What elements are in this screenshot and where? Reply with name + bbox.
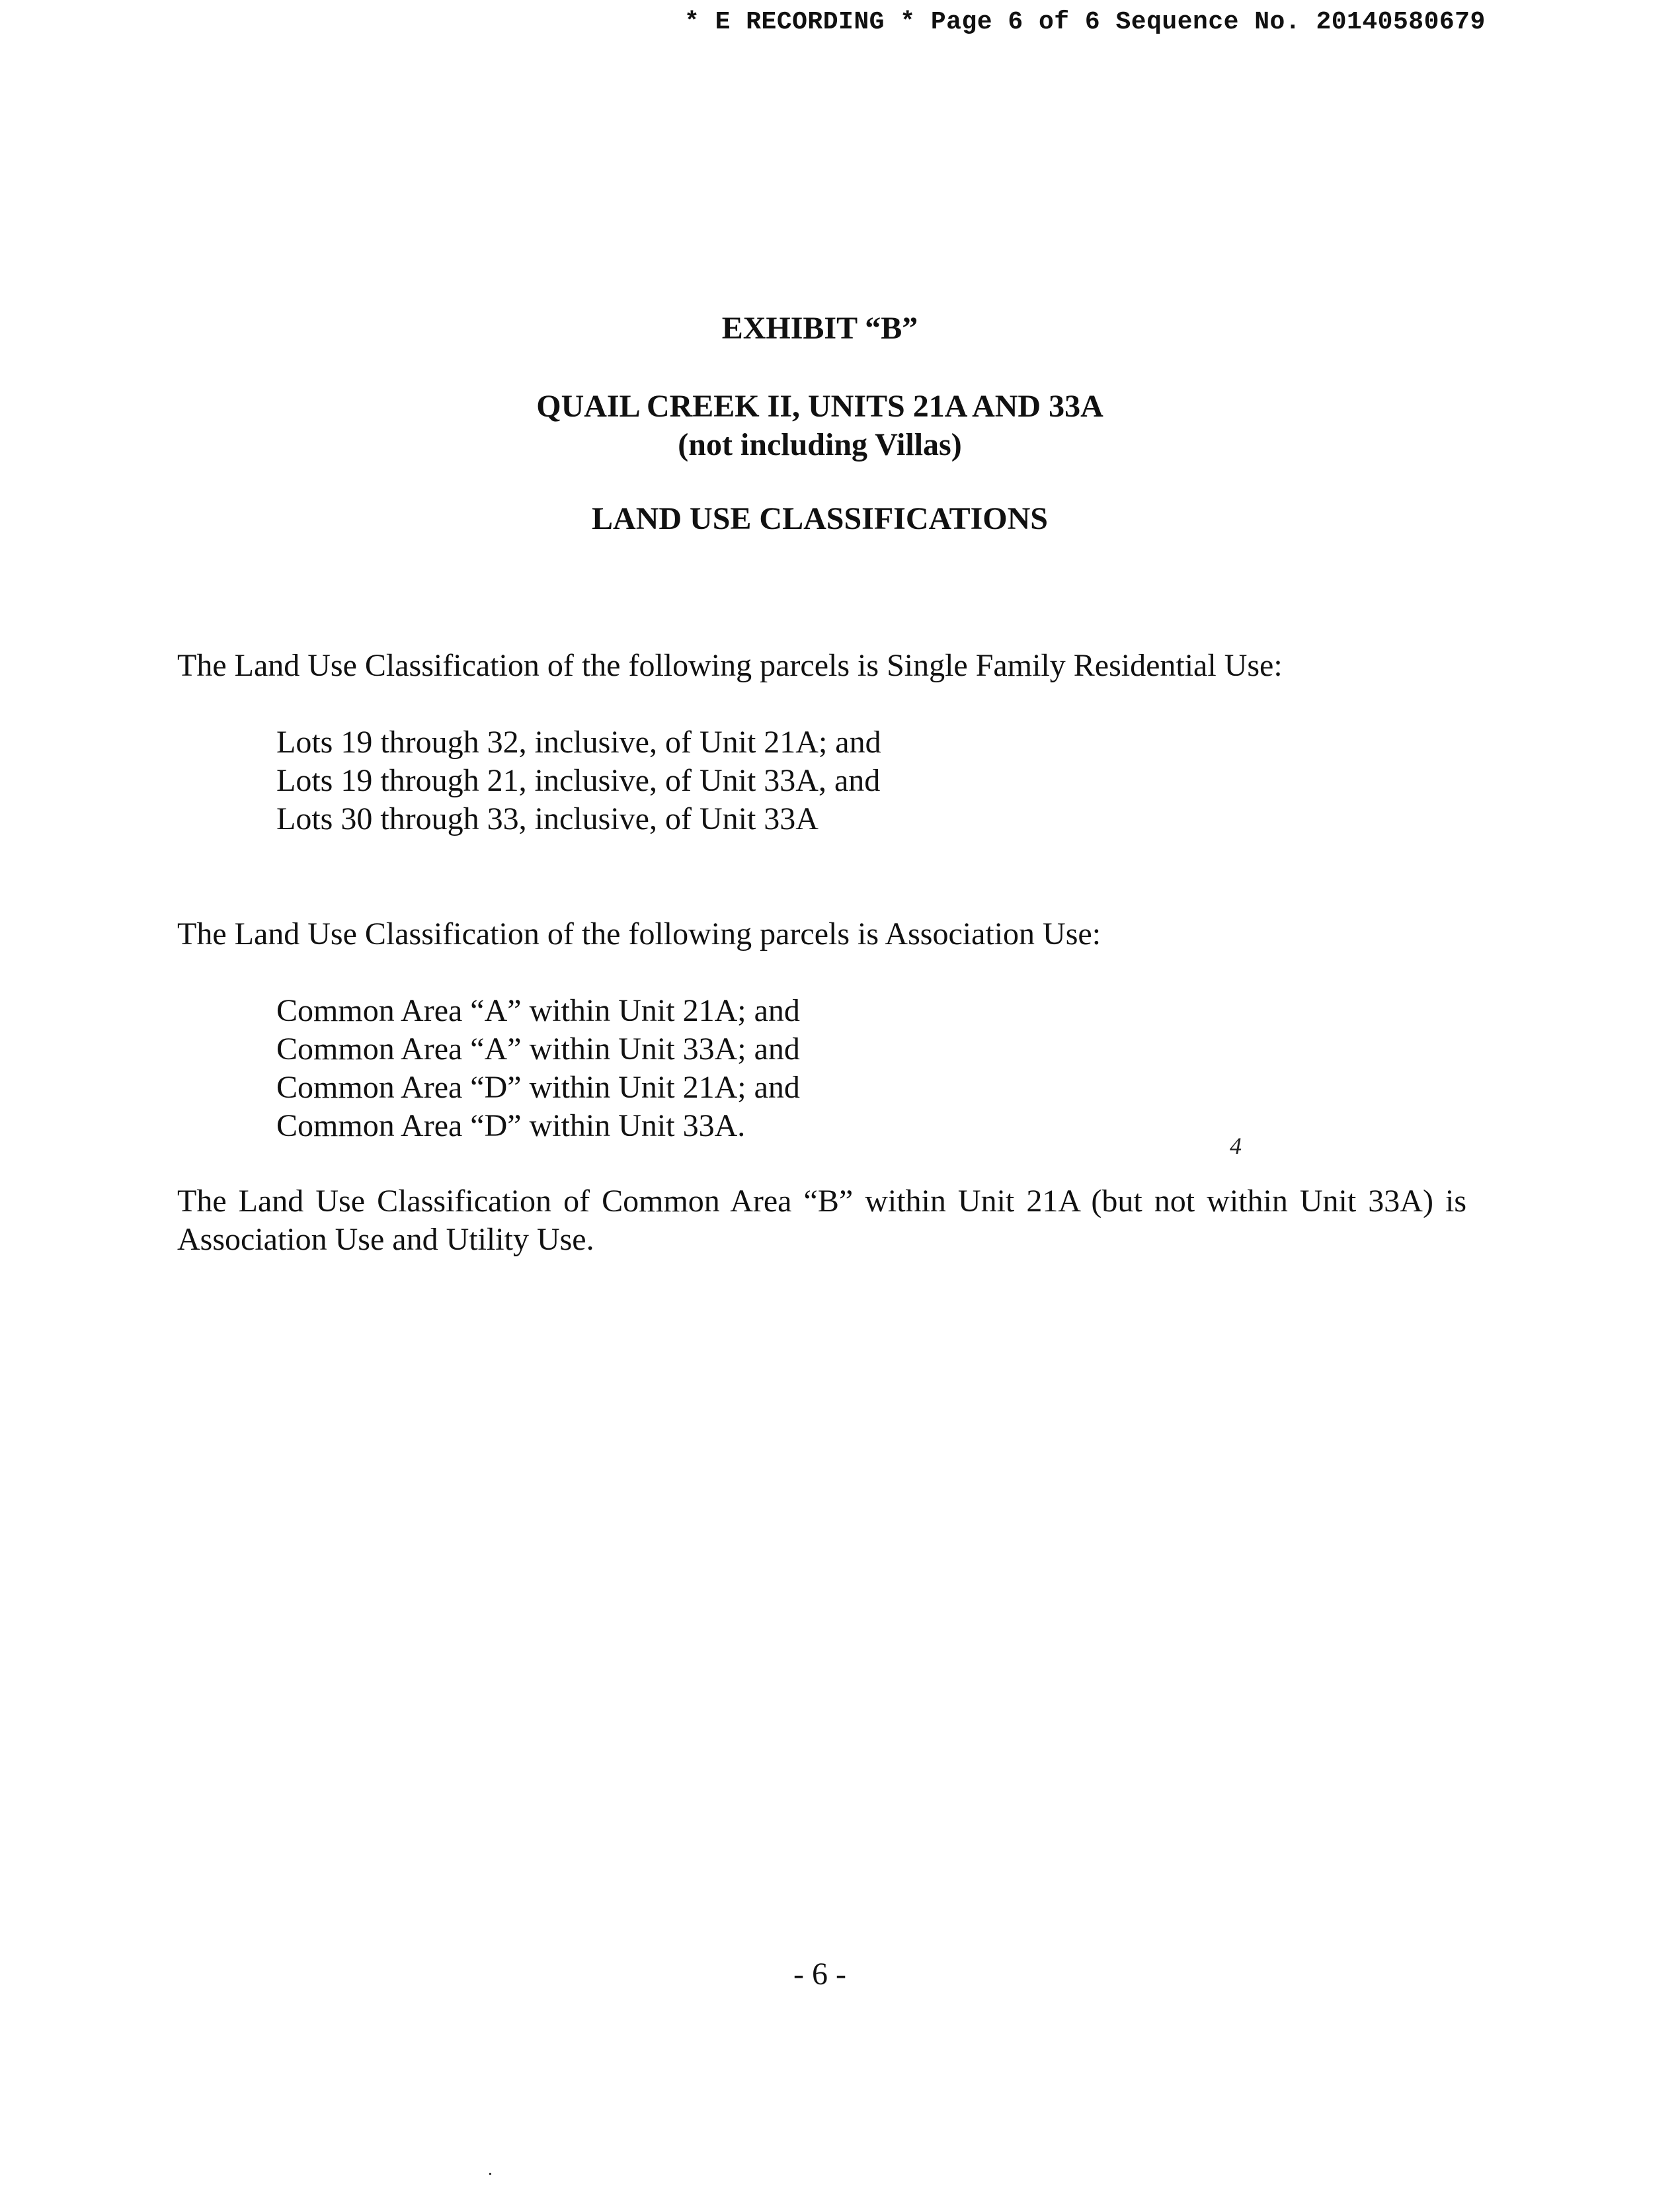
list-item: Lots 19 through 32, inclusive, of Unit 21A; and bbox=[276, 725, 881, 760]
residential-list bbox=[276, 723, 881, 838]
residential-intro: The Land Use Classification of the following parcels is Single Family Residential Use: bbox=[177, 648, 1283, 683]
section-title: LAND USE CLASSIFICATIONS bbox=[592, 501, 1048, 536]
list-item: Lots 30 through 33, inclusive, of Unit 33A bbox=[276, 801, 819, 836]
recording-header: * E RECORDING * Page 6 of 6 Sequence No. 20140580679 bbox=[684, 8, 1486, 36]
exhibit-title: EXHIBIT “B” bbox=[721, 311, 918, 346]
project-subtitle: (not including Villas) bbox=[678, 427, 962, 462]
list-item: Common Area “D” within Unit 21A; and bbox=[276, 1070, 800, 1105]
association-list bbox=[276, 992, 800, 1145]
association-intro: The Land Use Classification of the following parcels is Association Use: bbox=[177, 916, 1101, 951]
handwritten-mark: 4 bbox=[1230, 1133, 1242, 1159]
project-title: QUAIL CREEK II, UNITS 21A AND 33A bbox=[536, 389, 1103, 424]
list-item: Common Area “A” within Unit 33A; and bbox=[276, 1032, 800, 1067]
list-item: Lots 19 through 21, inclusive, of Unit 33A, and bbox=[276, 763, 881, 798]
list-item: Common Area “A” within Unit 21A; and bbox=[276, 993, 800, 1028]
common-area-b-paragraph: The Land Use Classification of Common Area “B” within Unit 21A (but not within Unit 33A) is Association Use and Utility Use. bbox=[177, 1184, 1466, 1257]
scan-speck bbox=[489, 2173, 491, 2175]
list-item: Common Area “D” within Unit 33A. bbox=[276, 1108, 746, 1143]
page-number: - 6 - bbox=[793, 1957, 846, 1992]
